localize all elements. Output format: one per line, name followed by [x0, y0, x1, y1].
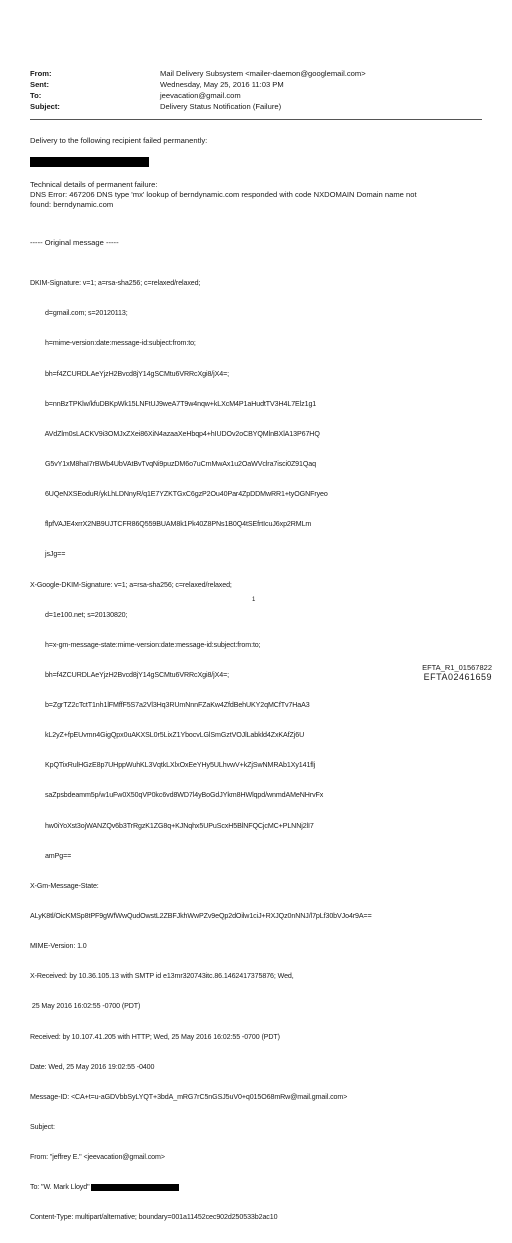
raw-header-to-text: To: "W. Mark Lloyd" — [30, 1183, 92, 1192]
raw-header-line: kL2yZ+fpEUvmn4GigQpx0uAKXSL0r5LixZ1YbocvLGlSmGztVOJlLabkld4ZxKAfZj6U — [30, 731, 305, 740]
raw-header-line: Received: by 10.107.41.205 with HTTP; Wed, 25 May 2016 16:02:55 -0700 (PDT) — [30, 1032, 280, 1041]
raw-header-line: d=1e100.net; s=20130820; — [30, 610, 128, 619]
raw-header-line: d=gmail.com; s=20120113; — [30, 309, 128, 318]
raw-header-line: From: "jeffrey E." <jeevacation@gmail.com> — [30, 1153, 165, 1162]
raw-header-line-to — [30, 1182, 372, 1192]
raw-header-line: amPg== — [30, 851, 72, 860]
raw-header-line: h=mime-version:date:message-id:subject:from:to; — [30, 339, 196, 348]
raw-header-line: bh=f4ZCURDLAeYjzH2Bvcd8jY14gSCMtu6VRRcXgi8/jX4=; — [30, 369, 230, 378]
raw-header-line: 6UQeNXSEoduR/ykLhLDNnyR/q1E7YZKTGxC6gzP2Ou40Par4ZpDDMwRR1+tyOGNFryeo — [30, 490, 328, 499]
header-key: From: — [30, 69, 52, 78]
raw-header-line: KpQTixRulHGzE8p7UHppWuhKL3VqtkLXlxOxEeYHy5ULhvwV+kZjSwNMRAb1Xy141flj — [30, 761, 316, 770]
header-row-from — [30, 68, 480, 79]
raw-header-line: AVdZlm0sLACKV9i3OMJxZXei86XiN4azaaXeHbqp4+hIUDOv2oCBYQMlnBXlA13P67HQ — [30, 429, 320, 438]
header-value: jeevacation@gmail.com — [160, 91, 241, 100]
raw-header-line: b=ZgrTZ2cTctT1nh1lFMffF5S7a2Vl3Hq3RUmNnnFZaKw4ZfdBehUKY2qMCfTv7HaA3 — [30, 701, 310, 710]
raw-header-line: hw0iYoXst3ojWANZQv6b3TrRgzK1ZG8q+KJNqhx5UPuScxH5BlNFQCjcMC+PLNNj2lI7 — [30, 821, 314, 830]
raw-header-line: 25 May 2016 16:02:55 -0700 (PDT) — [30, 1002, 141, 1011]
raw-header-line: Message-ID: <CA+t=u-aGDVbbSyLYQT+3bdA_mRG7rC5nGSJ5uV0+q015O68mRw@mail.gmail.com> — [30, 1092, 348, 1101]
dns-error-line-1: DNS Error: 467206 DNS type 'mx' lookup of berndynamic.com responded with code NXDOMAIN Domain name not — [30, 190, 417, 199]
raw-header-line: MIME-Version: 1.0 — [30, 942, 87, 951]
raw-header-line: ALyK8tl/OicKMSp8tPF9gWfWwQudOwstL2ZBFJkhWwPZv9eQp2dOilw1ciJ+RXJQz0nNNJ/l7pLf30bVJo4r9A== — [30, 912, 372, 921]
header-row-to — [30, 90, 480, 101]
efta-ref-large: EFTA02461659 — [423, 672, 492, 682]
raw-message-headers — [30, 258, 372, 1243]
redacted-recipient — [30, 157, 149, 167]
header-key: Subject: — [30, 102, 60, 111]
email-header-table — [30, 68, 480, 112]
raw-header-line: flpfVAJE4xrrX2NB9UJTCFR86Q559BUAM8k1Pk40Z8PNs1B0Q4tSEfrtIcuJ6xp2RMLm — [30, 520, 312, 529]
raw-header-line: X-Gm-Message-State: — [30, 881, 99, 890]
raw-header-line: Subject: — [30, 1123, 55, 1132]
efta-ref-small: EFTA_R1_01567822 — [422, 663, 492, 672]
page-number: 1 — [252, 597, 256, 603]
dns-error-line-2: found: berndynamic.com — [30, 200, 114, 209]
raw-header-line: Content-Type: multipart/alternative; boundary=001a11452cec902d250533b2ac10 — [30, 1213, 278, 1222]
header-row-sent — [30, 79, 480, 90]
raw-header-line: saZpsbdeamm5p/w1uFw0X50qVP0kc6vd8WD7l4yBoGdJYkm8HWlqpd/wnmdAMeNHrvFx — [30, 791, 324, 800]
technical-details-heading: Technical details of permanent failure: — [30, 180, 158, 189]
raw-header-line: b=nnBzTPKlw/kfuDBKpWk15LNFtUJ9weA7T9w4nqw+kLXcM4P1aHudtTV3H4L7Elz1g1 — [30, 399, 317, 408]
raw-header-line: Date: Wed, 25 May 2016 19:02:55 -0400 — [30, 1062, 155, 1071]
raw-header-line: G5vY1xM8haI7rBWb4UbVAtBvTvqNi9puzDM6o7uCmMwAx1u2OaWVclra7isci0Z91Qaq — [30, 459, 316, 468]
raw-header-line: X-Received: by 10.36.105.13 with SMTP id e13mr320743itc.86.1462417375876; Wed, — [30, 972, 294, 981]
raw-header-line: h=x-gm-message-state:mime-version:date:message-id:subject:from:to; — [30, 640, 261, 649]
delivery-failure-intro: Delivery to the following recipient failed permanently: — [30, 136, 208, 145]
raw-header-line: X-Google-DKIM-Signature: v=1; a=rsa-sha256; c=relaxed/relaxed; — [30, 580, 232, 589]
redacted-email — [91, 1184, 179, 1191]
header-key: To: — [30, 91, 42, 100]
header-value: Delivery Status Notification (Failure) — [160, 102, 282, 111]
raw-header-line: bh=f4ZCURDLAeYjzH2Bvcd8jY14gSCMtu6VRRcXgi8/jX4=; — [30, 670, 230, 679]
original-message-marker: ----- Original message ----- — [30, 238, 119, 247]
header-key: Sent: — [30, 80, 49, 89]
raw-header-line: jsJg== — [30, 550, 66, 559]
header-value: Wednesday, May 25, 2016 11:03 PM — [160, 80, 284, 89]
raw-header-line: DKIM-Signature: v=1; a=rsa-sha256; c=relaxed/relaxed; — [30, 279, 201, 288]
header-value: Mail Delivery Subsystem <mailer-daemon@googlemail.com> — [160, 69, 366, 78]
header-row-subject — [30, 101, 480, 112]
header-divider — [30, 119, 482, 120]
